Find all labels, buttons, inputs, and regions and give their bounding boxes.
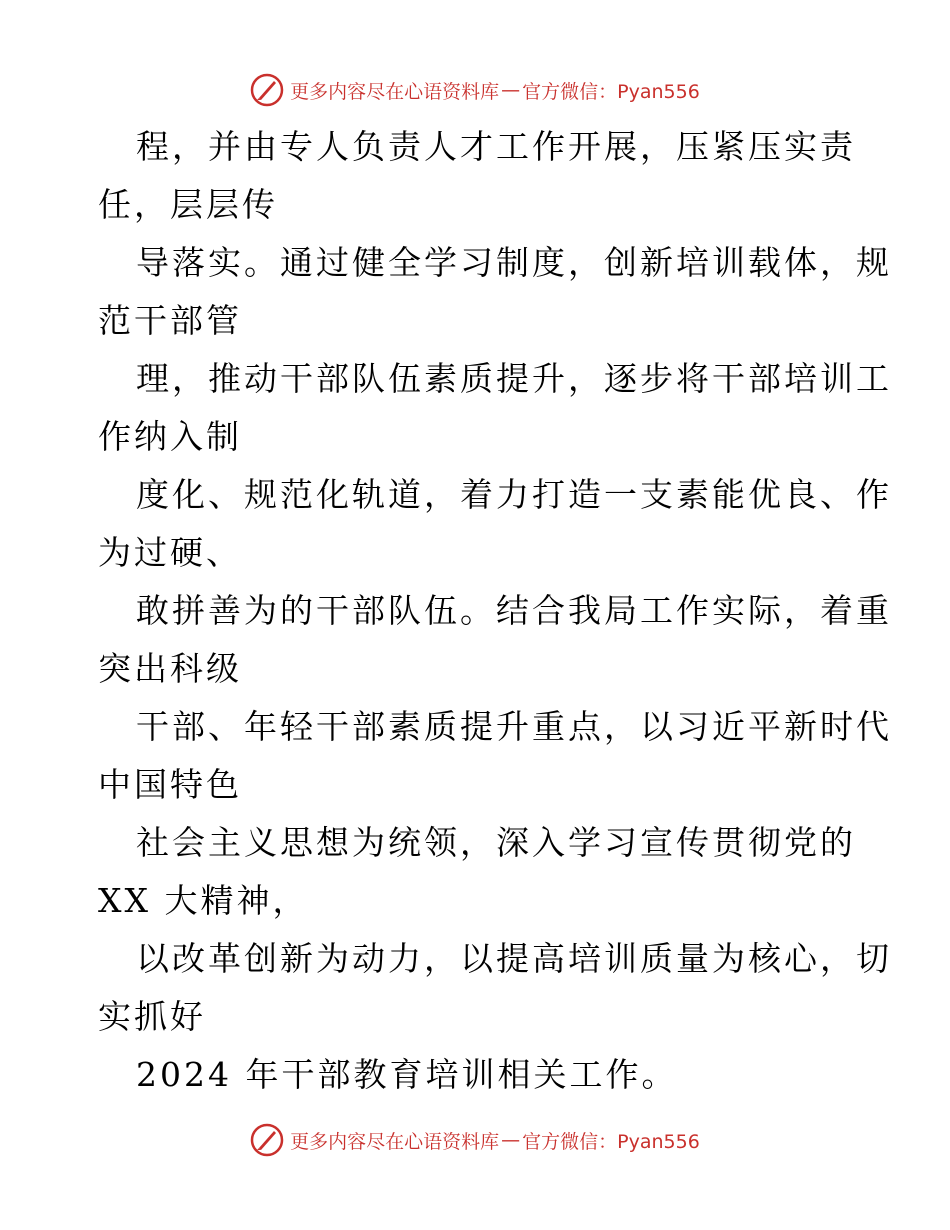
footer-watermark: [0, 1120, 950, 1160]
text-line: 2024 年干部教育培训相关工作。: [136, 1055, 678, 1094]
text-line: 范干部管: [98, 301, 242, 340]
text-line: 任，层层传: [98, 185, 278, 224]
text-line: XX 大精神，: [98, 881, 309, 920]
text-line: 理，推动干部队伍素质提升，逐步将干部培训工: [136, 359, 892, 398]
watermark-brand: 更多内容尽在心语资料库: [290, 80, 500, 103]
text-line: 突出科级: [98, 649, 242, 688]
text-line: 作纳入制: [98, 417, 242, 456]
quill-logo-icon: [250, 73, 284, 107]
watermark-brand: 更多内容尽在心语资料库: [290, 1130, 500, 1153]
text-line: 度化、规范化轨道，着力打造一支素能优良、作: [136, 475, 892, 514]
watermark-suffix: 官方微信：Pyan556: [522, 80, 700, 103]
text-line: 导落实。通过健全学习制度，创新培训载体，规: [136, 243, 892, 282]
quill-logo-icon: [250, 1123, 284, 1157]
text-line: 敢拼善为的干部队伍。结合我局工作实际，着重: [136, 591, 892, 630]
watermark-dash: —: [501, 1129, 521, 1151]
text-line: 干部、年轻干部素质提升重点，以习近平新时代: [136, 707, 892, 746]
text-line: 以改革创新为动力，以提高培训质量为核心，切: [136, 939, 892, 978]
text-line: 为过硬、: [98, 533, 242, 572]
text-line: 程，并由专人负责人才工作开展，压紧压实责: [136, 127, 856, 166]
text-line: 中国特色: [98, 765, 242, 804]
text-line: 实抓好: [98, 997, 206, 1036]
header-watermark: [0, 70, 950, 110]
watermark-dash: —: [501, 79, 521, 101]
watermark-suffix: 官方微信：Pyan556: [522, 1130, 700, 1153]
text-line: 社会主义思想为统领，深入学习宣传贯彻党的: [136, 823, 856, 862]
